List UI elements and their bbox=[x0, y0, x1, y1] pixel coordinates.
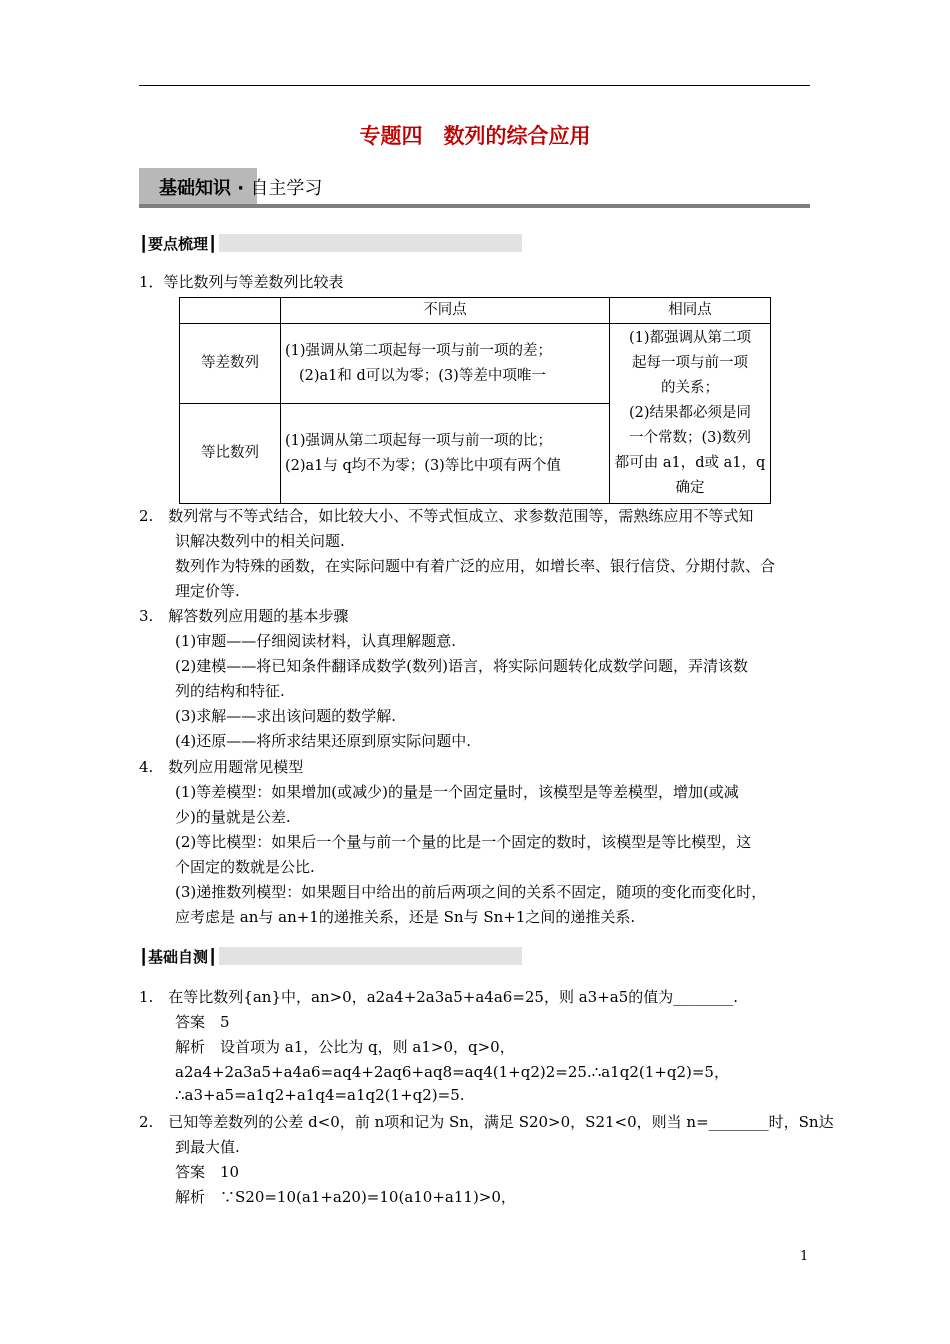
row-arithmetic-diff bbox=[281, 324, 610, 404]
row2-diff-a: (1)强调从第二项起每一项与前一项的比； bbox=[285, 432, 553, 449]
q1-answer: 答案 5 bbox=[175, 1013, 230, 1031]
section-heading-key-points bbox=[139, 234, 522, 252]
item4-line: (2)等比模型：如果后一个量与前一个量的比是一个固定的数时，该模型是等比模型，这 bbox=[175, 833, 752, 851]
row2-diff-b: (2)a1与 q均不为零；(3)等比中项有两个值 bbox=[285, 457, 561, 474]
row-arithmetic-name: 等差数列 bbox=[180, 324, 281, 404]
q2-answer: 答案 10 bbox=[175, 1163, 240, 1181]
item4-line: 应考虑是 an与 an+1的递推关系，还是 Sn与 Sn+1之间的递推关系. bbox=[175, 908, 636, 926]
header-different: 不同点 bbox=[281, 298, 610, 324]
header-same: 相同点 bbox=[610, 298, 771, 324]
item3-line: (2)建模——将已知条件翻译成数学(数列)语言，将实际问题转化成数学问题，弄清该数 bbox=[175, 657, 748, 675]
same-line: 起每一项与前一项 bbox=[632, 355, 748, 371]
page-number: 1 bbox=[800, 1249, 809, 1264]
banner-text bbox=[159, 174, 322, 200]
item4-line: 4. 数列应用题常见模型 bbox=[139, 758, 304, 776]
q2-line: 解析 ∵S20=10(a1+a20)=10(a10+a11)>0， bbox=[175, 1188, 516, 1206]
item3-line: (3)求解——求出该问题的数学解. bbox=[175, 707, 397, 725]
q1-line: 解析 设首项为 a1，公比为 q，则 a1>0，q>0， bbox=[175, 1038, 515, 1056]
q1-line: a2a4+2a3a5+a4a6=aq4+2aq6+aq8=aq4(1+q2)2=25.∴a1q2(1+q2)=5， bbox=[175, 1063, 729, 1081]
item2-line: 数列作为特殊的函数，在实际问题中有着广泛的应用，如增长率、银行信贷、分期付款、合 bbox=[175, 557, 776, 575]
banner-main: 基础知识 bbox=[159, 178, 231, 199]
item3-line: (4)还原——将所求结果还原到原实际问题中. bbox=[175, 732, 472, 750]
item4-line: (1)等差模型：如果增加(或减少)的量是一个固定量时，该模型是等差模型，增加(或减 bbox=[175, 783, 739, 801]
q1-line: ∴a3+a5=a1q2+a1q4=a1q2(1+q2)=5. bbox=[175, 1086, 465, 1104]
q2-line: 到最大值. bbox=[175, 1138, 240, 1156]
item4-line: 少)的量就是公差. bbox=[175, 808, 291, 826]
section-heading-label: ┃基础自测┃ bbox=[139, 948, 218, 966]
item3-line: (1)审题——仔细阅读材料，认真理解题意. bbox=[175, 632, 457, 650]
row-geometric-name: 等比数列 bbox=[180, 404, 281, 504]
same-line: (1)都强调从第二项 bbox=[628, 330, 752, 346]
same-line: 确定 bbox=[675, 480, 705, 496]
item2-line: 理定价等. bbox=[175, 582, 240, 600]
section-heading-self-test bbox=[139, 947, 522, 965]
page-title: 专题四 数列的综合应用 bbox=[359, 124, 591, 148]
row-geometric-diff bbox=[281, 404, 610, 504]
same-line: 一个常数；(3)数列 bbox=[628, 430, 752, 446]
item3-line: 列的结构和特征. bbox=[175, 682, 285, 700]
same-points-cell bbox=[610, 324, 771, 504]
section-banner bbox=[139, 168, 810, 208]
row1-diff-b: (2)a1和 d可以为零；(3)等差中项唯一 bbox=[299, 367, 546, 384]
item2-line: 2. 数列常与不等式结合，如比较大小、不等式恒成立、求参数范围等，需熟练应用不等式知 bbox=[139, 507, 754, 525]
item2-line: 识解决数列中的相关问题. bbox=[175, 532, 345, 550]
header-rule bbox=[139, 85, 810, 86]
table-corner-cell bbox=[180, 298, 281, 324]
item4-line: (3)递推数列模型：如果题目中给出的前后两项之间的关系不固定，随项的变化而变化时， bbox=[175, 883, 767, 901]
q2-line: 2. 已知等差数列的公差 d<0，前 n项和记为 Sn，满足 S20>0，S21<0，则当 n=________时，Sn达 bbox=[139, 1113, 834, 1131]
same-line: (2)结果都必须是同 bbox=[628, 405, 752, 421]
row1-diff-a: (1)强调从第二项起每一项与前一项的差； bbox=[285, 342, 553, 359]
banner-underline bbox=[139, 204, 810, 208]
item3-line: 3. 解答数列应用题的基本步骤 bbox=[139, 607, 349, 625]
item1-heading: 1．等比数列与等差数列比较表 bbox=[139, 273, 344, 291]
comparison-table bbox=[179, 297, 771, 504]
item4-line: 个固定的数就是公比. bbox=[175, 858, 315, 876]
same-line: 的关系； bbox=[661, 380, 719, 396]
same-line: 都可由 a1，d或 a1，q bbox=[614, 455, 766, 471]
banner-sub: 自主学习 bbox=[250, 178, 323, 199]
banner-dot: · bbox=[237, 178, 245, 199]
section-heading-label: ┃要点梳理┃ bbox=[139, 235, 218, 253]
q1-line: 1. 在等比数列{an}中，an>0，a2a4+2a3a5+a4a6=25，则 a3+a5的值为________. bbox=[139, 988, 739, 1006]
